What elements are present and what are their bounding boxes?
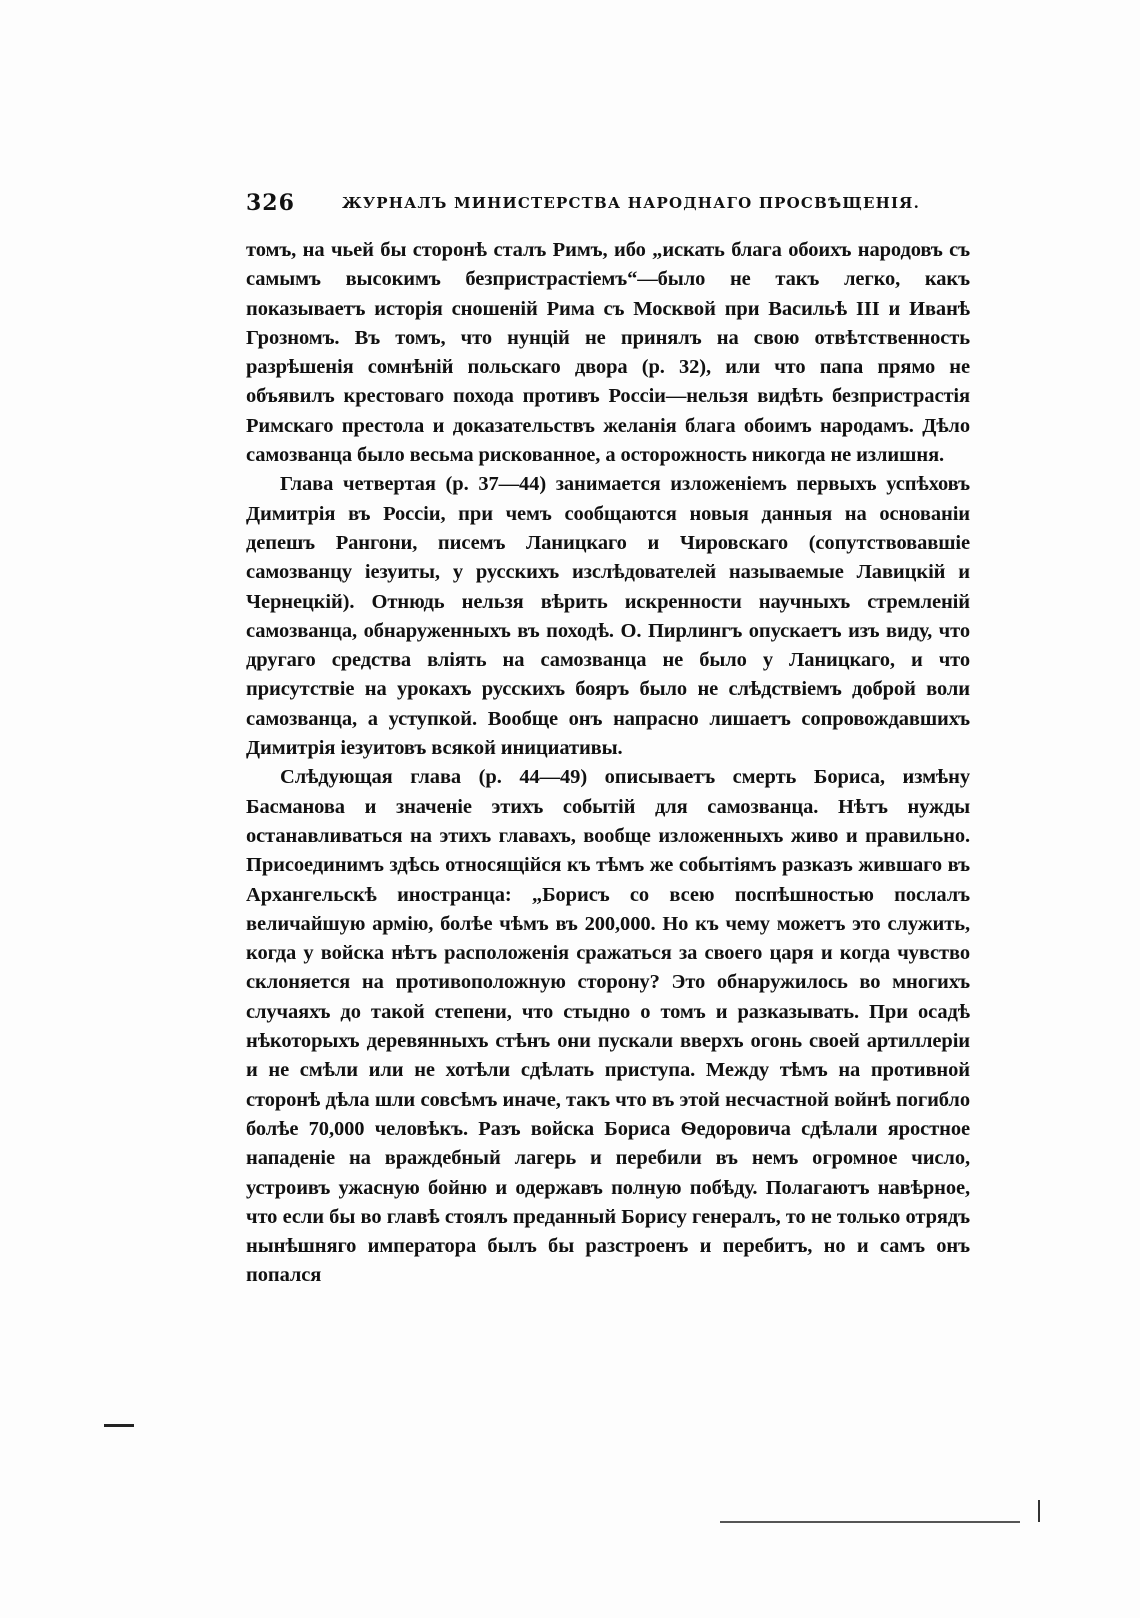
- paragraph-3: Слѣдующая глава (p. 44—49) описываетъ смерть Бориса, измѣну Басманова и значеніе этихъ событій для самозванца. Нѣтъ нужды останавливаться на этихъ главахъ, вообще изложенныхъ живо и правильно. Присоединимъ здѣсь относящійся къ тѣмъ же событіямъ разказъ жившаго въ Архангельскѣ иностранца: „Борисъ со всею поспѣшностью послалъ величайшую армію, болѣе чѣмъ въ 200,000. Но къ чему можетъ это служить, когда у войска нѣтъ расположенія сражаться за своего царя и когда чувство склоняется на противоположную сторону? Это обнаружилось во многихъ случаяхъ до такой степени, что стыдно о томъ и разказывать. При осадѣ нѣкоторыхъ деревянныхъ стѣнъ они пускали вверхъ огонь своей артиллеріи и не смѣли или не хотѣли сдѣлать приступа. Между тѣмъ на противной сторонѣ дѣла шли совсѣмъ иначе, такъ что въ этой несчастной войнѣ погибло болѣе 70,000 человѣкъ. Разъ войска Бориса Ѳедоровича сдѣлали яростное нападеніе на враждебный лагерь и перебили въ немъ огромное число, устроивъ ужасную бойню и одержавъ полную побѣду. Полагаютъ навѣрное, что если бы во главѣ стоялъ преданный Борису генералъ, то не только отрядъ нынѣшняго императора былъ бы разстроенъ и перебитъ, но и самъ онъ попался: [246, 766, 970, 1287]
- journal-title: ЖУРНАЛЪ МИНИСТЕРСТВА НАРОДНАГО ПРОСВѢЩЕНІЯ.: [342, 194, 921, 212]
- scan-mark-bottom-tick: [1038, 1500, 1040, 1522]
- paragraph-1: томъ, на чьей бы сторонѣ сталъ Римъ, ибо „искать блага обоихъ народовъ съ самымъ высокимъ безпристрастіемъ“—было не такъ легко, какъ показываетъ исторія сношеній Рима съ Москвой при Васильѣ III и Иванѣ Грозномъ. Въ томъ, что нунцій не принялъ на свою отвѣтственность разрѣшенія сомнѣній польскаго двора (p. 32), или что папа прямо не объявилъ крестоваго похода противъ Россіи—нельзя видѣть безпристрастія Римскаго престола и доказательствъ желанія блага обоимъ народамъ. Дѣло самозванца было весьма рискованное, а осторожность никогда не излишня.: [246, 239, 970, 467]
- body-text: [246, 236, 970, 1291]
- running-head: [246, 190, 966, 224]
- page-number: 326: [246, 190, 295, 216]
- scan-mark-bottom-rule: [720, 1521, 1020, 1523]
- scan-mark-left-dash: [104, 1424, 134, 1427]
- paragraph-2: Глава четвертая (p. 37—44) занимается изложеніемъ первыхъ успѣховъ Димитрія въ Россіи, при чемъ сообщаются новыя данныя на основаніи депешъ Рангони, писемъ Ланицкаго и Чировскаго (сопутствовавшіе самозванцу іезуиты, у русскихъ изслѣдователей называемые Лавицкій и Чернецкій). Отнюдь нельзя вѣрить искренности научныхъ стремленій самозванца, обнаруженныхъ въ походѣ. О. Пирлингъ опускаетъ изъ виду, что другаго средства вліять на самозванца не было у Ланицкаго, и что присутствіе на урокахъ русскихъ бояръ было не слѣдствіемъ доброй воли самозванца, а уступкой. Вообще онъ напрасно лишаетъ сопровождавшихъ Димитрія іезуитовъ всякой инициативы.: [246, 473, 970, 760]
